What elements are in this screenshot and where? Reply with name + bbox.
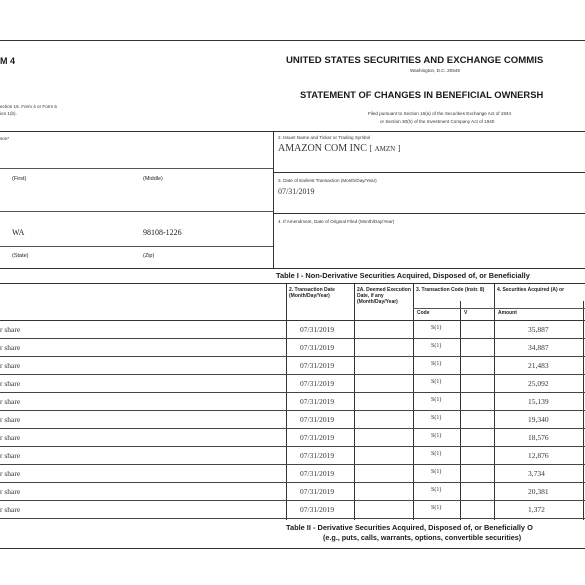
header-securities-acquired: 4. Securities Acquired (A) or: [497, 287, 565, 293]
row-amount: 25,092: [528, 379, 549, 388]
row-amount: 20,381: [528, 487, 549, 496]
table1-top-rule: [0, 268, 585, 269]
row-transaction-code: S(1): [431, 415, 442, 421]
row-amount: 15,139: [528, 397, 549, 406]
code-subheader-rule: [413, 308, 585, 309]
row-transaction-code: S(1): [431, 397, 442, 403]
zip-label: (Zip): [143, 253, 155, 259]
row-transaction-date: 07/31/2019: [300, 379, 335, 388]
row-transaction-code: S(1): [431, 505, 442, 511]
state-label: (State): [12, 253, 29, 259]
issuer-ticker-close-bracket: ]: [397, 144, 401, 153]
row-security-title: r share: [0, 469, 21, 478]
table2-title: Table II - Derivative Securities Acquired, Disposed of, or Beneficially O: [286, 523, 533, 532]
issuer-ticker: AMZN: [374, 145, 396, 153]
first-name-label: (First): [12, 176, 27, 182]
left-note-line-2: ion 1(b).: [0, 111, 17, 116]
row-rule: [0, 518, 585, 519]
row-security-title: r share: [0, 487, 21, 496]
row-transaction-code: S(1): [431, 451, 442, 457]
row-transaction-date: 07/31/2019: [300, 469, 335, 478]
reporting-name-label: son*: [0, 136, 10, 141]
row-security-title: r share: [0, 415, 21, 424]
row-rule: [0, 428, 585, 429]
name-underline: [0, 168, 273, 169]
frame-top-rule: [0, 40, 585, 41]
state-value: WA: [12, 228, 25, 237]
header-transaction-date: 2. Transaction Date (Month/Day/Year): [289, 287, 335, 299]
row-transaction-code: S(1): [431, 469, 442, 475]
row-rule: [0, 374, 585, 375]
row-transaction-code: S(1): [431, 433, 442, 439]
row-transaction-code: S(1): [431, 361, 442, 367]
t1-col-divider-date: [286, 283, 287, 520]
issuer-column-divider: [273, 131, 274, 268]
row-rule: [0, 446, 585, 447]
row-amount: 18,576: [528, 433, 549, 442]
agency-title: UNITED STATES SECURITIES AND EXCHANGE COMMIS: [286, 55, 544, 66]
row-transaction-date: 07/31/2019: [300, 487, 335, 496]
frame-bottom-rule: [0, 548, 585, 549]
row-rule: [0, 464, 585, 465]
row-rule: [0, 356, 585, 357]
table1-header-bottom-rule: [0, 320, 585, 321]
header-deemed-execution-date: 2A. Deemed Execution Date, if any (Month/Day/Year): [357, 287, 411, 305]
row-security-title: r share: [0, 505, 21, 514]
t1-col-divider-code: [413, 283, 414, 520]
earliest-transaction-label: 3. Date of Earliest Transaction (Month/Day/Year): [278, 178, 377, 183]
header-amount: Amount: [498, 310, 517, 316]
row-security-title: r share: [0, 325, 21, 334]
header-code: Code: [417, 310, 430, 316]
earliest-transaction-date: 07/31/2019: [278, 187, 315, 196]
row-rule: [0, 482, 585, 483]
form-label: M 4: [0, 56, 16, 66]
row-amount: 3,734: [528, 469, 545, 478]
issuer-name: AMAZON COM INC: [278, 143, 367, 154]
row-amount: 34,887: [528, 343, 549, 352]
middle-name-label: (Middle): [143, 176, 163, 182]
statement-title: STATEMENT OF CHANGES IN BENEFICIAL OWNERSH: [300, 89, 544, 100]
row-amount: 1,372: [528, 505, 545, 514]
row-transaction-date: 07/31/2019: [300, 397, 335, 406]
table2-subtitle: (e.g., puts, calls, warrants, options, convertible securities): [323, 533, 522, 542]
issuer-name-row: [278, 143, 400, 154]
row-amount: 12,876: [528, 451, 549, 460]
city-underline: [0, 246, 273, 247]
row-transaction-code: S(1): [431, 487, 442, 493]
row-transaction-date: 07/31/2019: [300, 415, 335, 424]
agency-city: Washington, D.C. 20549: [410, 68, 460, 73]
row-transaction-code: S(1): [431, 379, 442, 385]
left-note-line-1: ection 16. Form 4 or Form 5: [0, 104, 57, 109]
row-transaction-date: 07/31/2019: [300, 505, 335, 514]
row-transaction-date: 07/31/2019: [300, 325, 335, 334]
row-security-title: r share: [0, 379, 21, 388]
row-security-title: r share: [0, 343, 21, 352]
row-security-title: r share: [0, 361, 21, 370]
table1-title-rule: [0, 283, 585, 284]
row-transaction-date: 07/31/2019: [300, 451, 335, 460]
issuer-divider-2: [273, 213, 585, 214]
row-rule: [0, 392, 585, 393]
t1-col-divider-deemed: [354, 283, 355, 520]
row-rule: [0, 500, 585, 501]
row-transaction-date: 07/31/2019: [300, 361, 335, 370]
reporting-section-top-rule: [0, 131, 585, 132]
zip-value: 98108-1226: [143, 228, 182, 237]
filed-pursuant-line-2: or Section 30(h) of the Investment Company Act of 1940: [380, 119, 495, 124]
issuer-divider-1: [273, 172, 585, 173]
row-rule: [0, 410, 585, 411]
row-rule: [0, 338, 585, 339]
amendment-label: 4. If Amendment, Date of Original Filed (Month/Day/Year): [278, 219, 395, 224]
table1-title: Table I - Non-Derivative Securities Acquired, Disposed of, or Beneficially: [276, 271, 530, 280]
t1-col-divider-amount: [494, 283, 495, 520]
row-security-title: r share: [0, 397, 21, 406]
filed-pursuant-line-1: Filed pursuant to Section 16(a) of the Securities Exchange Act of 1934: [368, 111, 512, 116]
issuer-ticker-open-bracket: [: [369, 144, 373, 153]
header-v: V: [464, 310, 468, 316]
row-transaction-code: S(1): [431, 325, 442, 331]
row-security-title: r share: [0, 451, 21, 460]
row-amount: 35,887: [528, 325, 549, 334]
row-transaction-date: 07/31/2019: [300, 433, 335, 442]
row-transaction-code: S(1): [431, 343, 442, 349]
header-transaction-code: 3. Transaction Code (Instr. 8): [416, 287, 485, 293]
row-amount: 21,483: [528, 361, 549, 370]
street-divider: [0, 211, 273, 212]
row-security-title: r share: [0, 433, 21, 442]
row-transaction-date: 07/31/2019: [300, 343, 335, 352]
row-amount: 19,340: [528, 415, 549, 424]
issuer-name-label: 2. Issuer Name and Ticker or Trading Symbol: [278, 135, 371, 140]
